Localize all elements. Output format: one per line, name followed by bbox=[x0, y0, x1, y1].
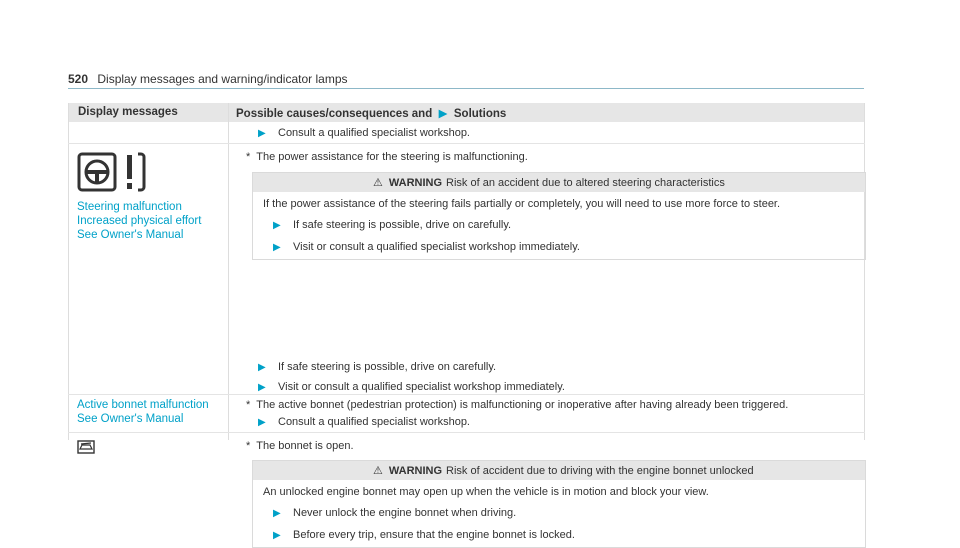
solution-text: Visit or consult a qualified specialist workshop immediately. bbox=[278, 381, 565, 393]
table-row: Steering malfunction Increased physical effort See Owner's Manual * The power assistance for the steering is malfunctioning. ⚠ WARNING Risk of an accident due to altered steering characteristics If the power assistance of the steering fails partially or completely, you will need to use more force to steer. ▶ If safe steering is possible, drive on carefully. ▶ Visit or consult a qualified specialist workshop immediately. ▶ If safe steering is possible, drive on carefully. ▶ Visit or consult a qualified specialist workshop immediately. bbox=[68, 144, 865, 395]
solution-text: If safe steering is possible, drive on carefully. bbox=[278, 361, 497, 373]
arrow-icon: ▶ bbox=[273, 530, 281, 541]
warning-triangle-icon: ⚠ bbox=[373, 465, 383, 477]
warning-triangle-icon: ⚠ bbox=[373, 177, 383, 189]
cause-text: The power assistance for the steering is malfunctioning. bbox=[256, 151, 528, 163]
warning-box: ⚠ WARNING Risk of an accident due to altered steering characteristics If the power assistance of the steering fails partially or completely, you will need to use more force to steer. ▶ If safe steering is possible, drive on carefully. ▶ Visit or consult a qualified specialist workshop immediately. bbox=[236, 172, 866, 260]
arrow-icon: ▶ bbox=[258, 362, 266, 373]
arrow-icon: ▶ bbox=[273, 508, 281, 519]
arrow-icon: ▶ bbox=[258, 382, 266, 393]
page-title: Display messages and warning/indicator lamps bbox=[97, 72, 348, 86]
arrow-icon: ▶ bbox=[435, 108, 451, 120]
display-message: Steering malfunction Increased physical effort See Owner's Manual bbox=[77, 201, 202, 241]
arrow-icon: ▶ bbox=[273, 242, 281, 253]
arrow-icon: ▶ bbox=[273, 220, 281, 231]
table-row bbox=[68, 122, 865, 144]
table-row: Active bonnet malfunction See Owner's Manual * The active bonnet (pedestrian protection) is malfunctioning or inoperative after having already been triggered. ▶ Consult a qualified specialist workshop. bbox=[68, 395, 865, 433]
solution-text: Consult a qualified specialist workshop. bbox=[278, 416, 470, 428]
arrow-icon: ▶ bbox=[258, 417, 266, 428]
steering-wheel-warning-icon bbox=[77, 152, 161, 192]
display-messages-table bbox=[68, 103, 865, 541]
arrow-icon: ▶ bbox=[258, 128, 266, 139]
col-display-messages: Display messages bbox=[78, 106, 178, 118]
cause-text: The active bonnet (pedestrian protection) is malfunctioning or inoperative after having already been triggered. bbox=[256, 399, 789, 411]
cause-text: The bonnet is open. bbox=[256, 440, 354, 452]
display-message: Active bonnet malfunction See Owner's Manual bbox=[77, 399, 209, 425]
table-row: * The bonnet is open. ⚠ WARNING Risk of accident due to driving with the engine bonnet unlocked An unlocked engine bonnet may open up when the vehicle is in motion and block your view. ▶ Never unlock the engine bonnet when driving. ▶ Before every trip, ensure that the engine bonnet is locked. bbox=[68, 433, 865, 540]
table-header bbox=[68, 103, 865, 122]
solution-text: Consult a qualified specialist workshop. bbox=[278, 127, 470, 139]
page-number: 520 bbox=[68, 72, 89, 86]
header-divider bbox=[68, 88, 864, 89]
col-causes-solutions: Possible causes/consequences and ▶ Solutions bbox=[236, 108, 507, 120]
bonnet-open-icon bbox=[77, 440, 95, 454]
warning-box: ⚠ WARNING Risk of accident due to driving with the engine bonnet unlocked An unlocked engine bonnet may open up when the vehicle is in motion and block your view. ▶ Never unlock the engine bonnet when driving. ▶ Before every trip, ensure that the engine bonnet is locked. bbox=[236, 460, 866, 548]
page-header bbox=[68, 72, 348, 86]
